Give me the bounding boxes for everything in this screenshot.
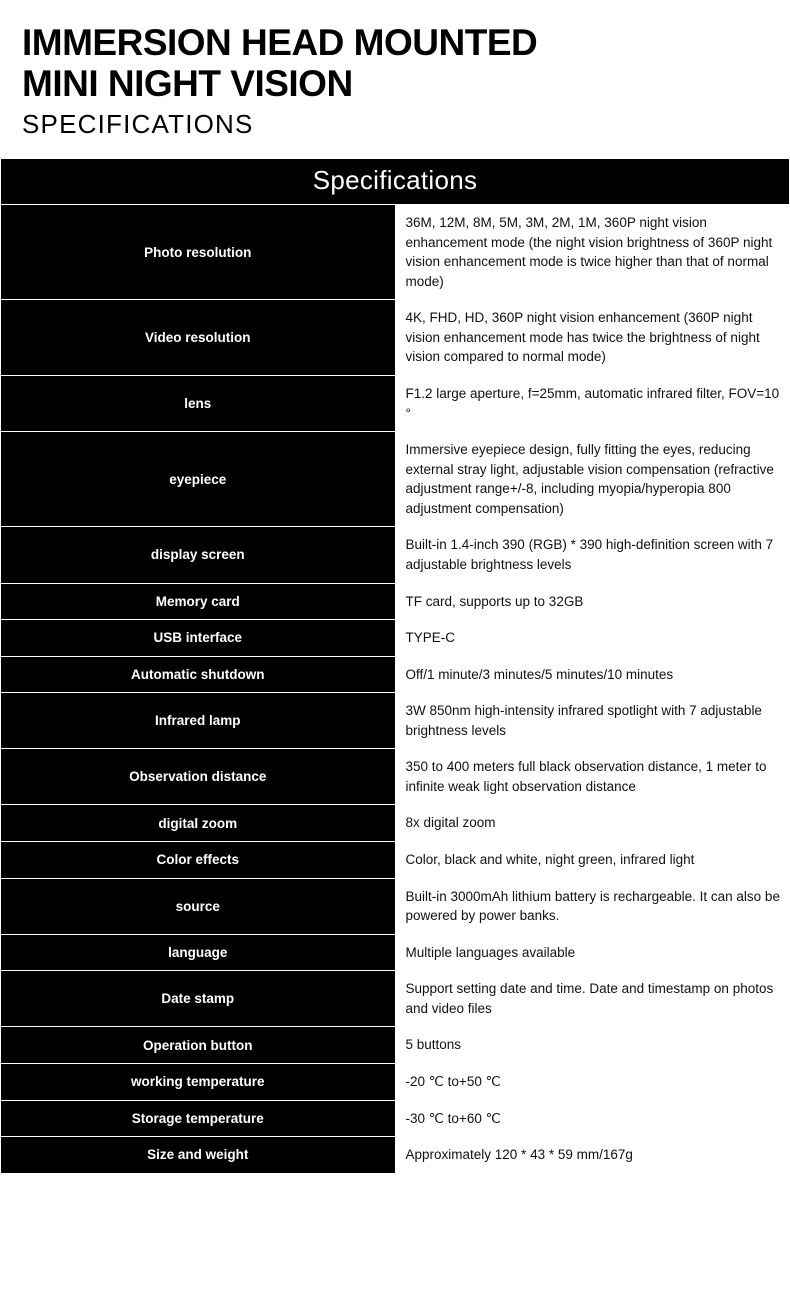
spec-label: Storage temperature xyxy=(1,1100,396,1137)
table-row xyxy=(1,205,790,300)
page-subtitle: SPECIFICATIONS xyxy=(22,108,254,139)
spec-label: working temperature xyxy=(1,1063,396,1100)
table-row xyxy=(1,1063,790,1100)
spec-label: Memory card xyxy=(1,583,396,620)
spec-label: digital zoom xyxy=(1,805,396,842)
spec-label: Observation distance xyxy=(1,749,396,805)
table-row xyxy=(1,842,790,879)
spec-value: TYPE-C xyxy=(395,620,790,657)
spec-value: 5 buttons xyxy=(395,1027,790,1064)
table-row xyxy=(1,805,790,842)
table-row xyxy=(1,971,790,1027)
spec-value: 4K, FHD, HD, 360P night vision enhancement (360P night vision enhancement mode has twice the brightness of night vision compared to normal mode) xyxy=(395,300,790,376)
spec-label: Photo resolution xyxy=(1,205,396,300)
spec-label: Operation button xyxy=(1,1027,396,1064)
specifications-table-body xyxy=(1,205,790,1174)
spec-value: Support setting date and time. Date and timestamp on photos and video files xyxy=(395,971,790,1027)
table-row xyxy=(1,693,790,749)
spec-label: language xyxy=(1,934,396,971)
spec-label: eyepiece xyxy=(1,432,396,527)
spec-label: Date stamp xyxy=(1,971,396,1027)
spec-value: Approximately 120 * 43 * 59 mm/167g xyxy=(395,1137,790,1174)
table-row xyxy=(1,1100,790,1137)
spec-value: -30 ℃ to+60 ℃ xyxy=(395,1100,790,1137)
spec-value: 350 to 400 meters full black observation distance, 1 meter to infinite weak light observation distance xyxy=(395,749,790,805)
table-row xyxy=(1,749,790,805)
spec-value: Immersive eyepiece design, fully fitting the eyes, reducing external stray light, adjustable vision compensation (refractive adjustment range+/-8, including myopia/hyperopia 800 adjustment compensation) xyxy=(395,432,790,527)
spec-label: lens xyxy=(1,376,396,432)
table-row xyxy=(1,620,790,657)
table-row xyxy=(1,656,790,693)
table-row xyxy=(1,583,790,620)
table-row xyxy=(1,934,790,971)
table-row xyxy=(1,1027,790,1064)
spec-value: Multiple languages available xyxy=(395,934,790,971)
table-row xyxy=(1,376,790,432)
spec-value: TF card, supports up to 32GB xyxy=(395,583,790,620)
spec-value: Off/1 minute/3 minutes/5 minutes/10 minutes xyxy=(395,656,790,693)
spec-value: Built-in 1.4-inch 390 (RGB) * 390 high-definition screen with 7 adjustable brightness levels xyxy=(395,527,790,583)
spec-value: Built-in 3000mAh lithium battery is rechargeable. It can also be powered by power banks. xyxy=(395,878,790,934)
spec-label: display screen xyxy=(1,527,396,583)
spec-label: Size and weight xyxy=(1,1137,396,1174)
spec-label: source xyxy=(1,878,396,934)
spec-label: Infrared lamp xyxy=(1,693,396,749)
spec-label: Automatic shutdown xyxy=(1,656,396,693)
spec-label: Video resolution xyxy=(1,300,396,376)
spec-value: 3W 850nm high-intensity infrared spotlight with 7 adjustable brightness levels xyxy=(395,693,790,749)
page-title-line-1: IMMERSION HEAD MOUNTED xyxy=(22,22,538,63)
spec-label: Color effects xyxy=(1,842,396,879)
spec-value: -20 ℃ to+50 ℃ xyxy=(395,1063,790,1100)
spec-value: 8x digital zoom xyxy=(395,805,790,842)
page-header xyxy=(0,0,790,140)
spec-value: Color, black and white, night green, infrared light xyxy=(395,842,790,879)
table-row xyxy=(1,878,790,934)
table-row xyxy=(1,527,790,583)
table-row xyxy=(1,300,790,376)
spec-value: 36M, 12M, 8M, 5M, 3M, 2M, 1M, 360P night vision enhancement mode (the night vision brightness of 360P night vision enhancement mode is twice higher than that of normal mode) xyxy=(395,205,790,300)
table-row xyxy=(1,1137,790,1174)
spec-value: F1.2 large aperture, f=25mm, automatic infrared filter, FOV=10 ° xyxy=(395,376,790,432)
specifications-section xyxy=(0,158,790,1174)
spec-label: USB interface xyxy=(1,620,396,657)
specifications-table-caption: Specifications xyxy=(1,159,790,205)
table-row xyxy=(1,432,790,527)
page-title-line-2: MINI NIGHT VISION xyxy=(22,63,353,105)
specifications-table xyxy=(0,158,790,1174)
